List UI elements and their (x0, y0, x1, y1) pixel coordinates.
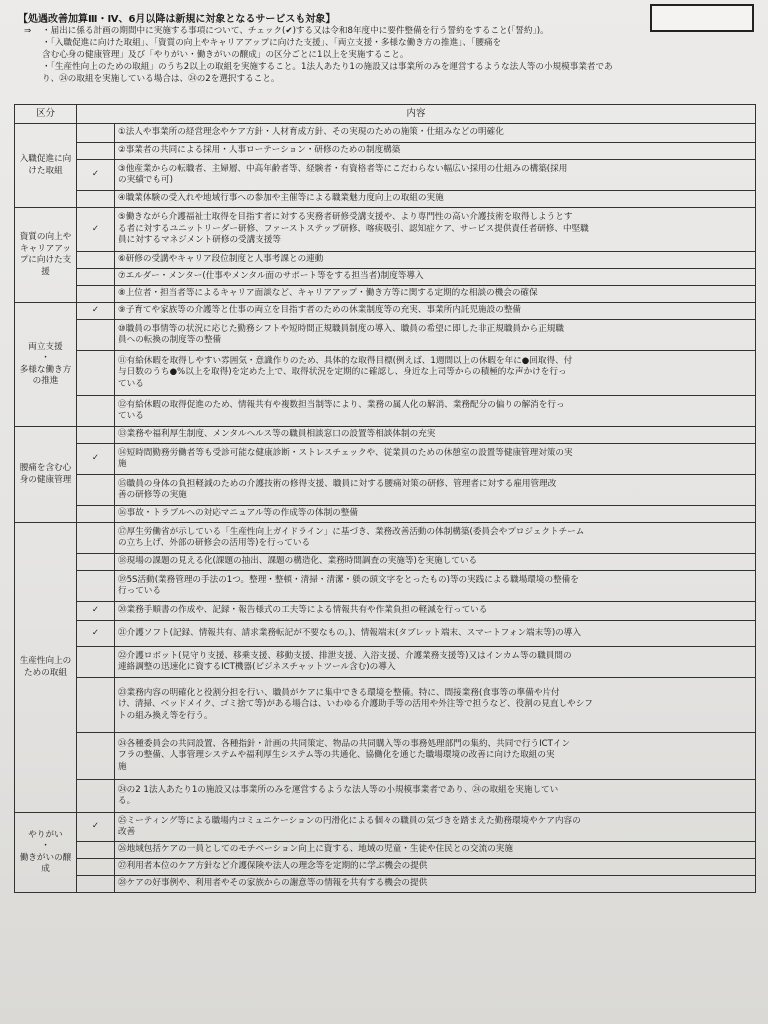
checkbox-item-28[interactable] (77, 876, 115, 893)
item-3: ③他産業からの転職者、主婦層、中高年齢者等、経験者・有資格者等にこだわらない幅広い採用の仕組みの構築(採用 の実績でも可) (115, 160, 756, 191)
item-12: ⑫有給休暇の取得促進のため、情報共有や複数担当制等により、業務の属人化の解消、業務配分の偏りの解消を行っ ている (115, 396, 756, 427)
checkbox-item-14[interactable]: ✓ (77, 444, 115, 475)
table-row (15, 444, 756, 475)
table-row (15, 780, 756, 813)
category-motivation: やりがい ・ 働きがいの醸成 (15, 813, 77, 893)
table-row (15, 143, 756, 160)
checkbox-item-13[interactable] (77, 427, 115, 444)
arrow-icon: ⇒ (24, 26, 32, 36)
item-21: ㉑介護ソフト(記録、情報共有、請求業務転記が不要なもの。)、情報端末(タブレット端末、スマートフォン端末等)の導入 (115, 621, 756, 647)
checkbox-item-10[interactable] (77, 320, 115, 351)
item-9: ⑨子育てや家族等の介護等と仕事の両立を目指す者のための休業制度等の充実、事業所内託児施設の整備 (115, 303, 756, 320)
table-row (15, 351, 756, 396)
category-health-management: 腰痛を含む心身の健康管理 (15, 427, 77, 523)
checkbox-item-25[interactable]: ✓ (77, 813, 115, 842)
table-row (15, 252, 756, 269)
checkbox-item-21[interactable]: ✓ (77, 621, 115, 647)
table-row (15, 876, 756, 893)
table-row (15, 733, 756, 780)
table-row (15, 269, 756, 286)
checkbox-item-24-2[interactable] (77, 780, 115, 813)
table-header-row (15, 105, 756, 124)
checkbox-item-1[interactable] (77, 124, 115, 143)
table-row (15, 554, 756, 571)
instruction-line: ・「入職促進に向けた取組」、「資質の向上やキャリアアップに向けた支援」、「両立支援・多様な働き方の推進」、「腰痛を (42, 38, 502, 48)
checkbox-item-23[interactable] (77, 678, 115, 733)
table-row (15, 602, 756, 621)
item-8: ⑧上位者・担当者等によるキャリア面談など、キャリアアップ・働き方等に関する定期的な相談の機会の確保 (115, 286, 756, 303)
table-row (15, 506, 756, 523)
table-row (15, 124, 756, 143)
item-4: ④職業体験の受入れや地域行事への参加や主催等による職業魅力度向上の取組の実施 (115, 191, 756, 208)
category-work-life-balance: 両立支援 ・ 多様な働き方の推進 (15, 303, 77, 427)
item-19: ⑲5S活動(業務管理の手法の1つ。整理・整頓・清掃・清潔・躾の頭文字をとったもの)等の実践による職場環境の整備を 行っている (115, 571, 756, 602)
table-row (15, 320, 756, 351)
checkbox-item-26[interactable] (77, 842, 115, 859)
item-17: ⑰厚生労働省が示している「生産性向上ガイドライン」に基づき、業務改善活動の体制構築(委員会やプロジェクトチーム の立ち上げ、外部の研修会の活用等)を行っている (115, 523, 756, 554)
checklist-table (14, 104, 756, 893)
checkbox-item-12[interactable] (77, 396, 115, 427)
item-24-2: ㉔の2 1法人あたり1の施設又は事業所のみを運営するような法人等の小規模事業者であり、㉔の取組を実施してい る。 (115, 780, 756, 813)
category-career-support: 資質の向上やキャリアアップに向けた支援 (15, 208, 77, 303)
item-2: ②事業者の共同による採用・人事ローテーション・研修のための制度構築 (115, 143, 756, 160)
item-22: ㉒介護ロボット(見守り支援、移乗支援、移動支援、排泄支援、入浴支援、介護業務支援等)又はインカム等の職員間の 連絡調整の迅速化に資するICT機器(ビジネスチャットツール含む)の導入 (115, 647, 756, 678)
table-row (15, 678, 756, 733)
checkbox-item-17[interactable] (77, 523, 115, 554)
category-productivity: 生産性向上のための取組 (15, 523, 77, 813)
table-row (15, 813, 756, 842)
table-row (15, 160, 756, 191)
item-5: ⑤働きながら介護福祉士取得を目指す者に対する実務者研修受講支援や、より専門性の高い介護技術を取得しようとす る者に対するユニットリーダー研修、ファーストステップ研修、喀痰吸引、認知症ケア、サービス提供責任者研修、中堅職 員に対するマネジメント研修の受講支援等 (115, 208, 756, 252)
page-title: 【処遇改善加算Ⅲ・Ⅳ、6月以降は新規に対象となるサービスも対象】 (18, 14, 336, 25)
item-1: ①法人や事業所の経営理念やケア方針・人材育成方針、その実現のための施策・仕組みなどの明確化 (115, 124, 756, 143)
checkbox-item-19[interactable] (77, 571, 115, 602)
checkbox-item-15[interactable] (77, 475, 115, 506)
checkbox-item-5[interactable]: ✓ (77, 208, 115, 252)
table-row (15, 523, 756, 554)
item-23: ㉓業務内容の明確化と役割分担を行い、職員がケアに集中できる環境を整備。特に、間接業務(食事等の準備や片付 け、清掃、ベッドメイク、ゴミ捨て等)がある場合は、いわゆる介護助手等の活用や外注等で担うなど、役割の見直しやシフ トの組み換え等を行う。 (115, 678, 756, 733)
item-28: ㉘ケアの好事例や、利用者やその家族からの謝意等の情報を共有する機会の提供 (115, 876, 756, 893)
instruction-line: 含む心身の健康管理」及び「やりがい・働きがいの醸成」の区分ごとに1以上を実施すること。 (42, 50, 409, 60)
instruction-line: ⇒ ・届出に係る計画の期間中に実施する事項について、チェック(✔)する又は令和8年度中に要件整備を行う誓約をすること(「誓約」)。 (24, 26, 549, 36)
table-row (15, 571, 756, 602)
checkbox-item-9[interactable]: ✓ (77, 303, 115, 320)
checkbox-item-22[interactable] (77, 647, 115, 678)
checkbox-item-24[interactable] (77, 733, 115, 780)
item-13: ⑬業務や福利厚生制度、メンタルヘルス等の職員相談窓口の設置等相談体制の充実 (115, 427, 756, 444)
table-row (15, 303, 756, 320)
checkbox-item-2[interactable] (77, 143, 115, 160)
table-row (15, 191, 756, 208)
instructions (24, 25, 754, 85)
table-row (15, 621, 756, 647)
table-row (15, 427, 756, 444)
instruction-line: り、㉔の取組を実施している場合は、㉔の2を選択すること。 (42, 74, 280, 84)
table-row (15, 859, 756, 876)
item-18: ⑱現場の課題の見える化(課題の抽出、課題の構造化、業務時間調査の実施等)を実施している (115, 554, 756, 571)
header-content: 内容 (77, 105, 756, 124)
item-24: ㉔各種委員会の共同設置、各種指針・計画の共同策定、物品の共同購入等の事務処理部門の集約、共同で行うICTイン フラの整備、人事管理システムや福利厚生システム等の共通化、協働化を通じた職場環境の改善に向けた取組の実 施 (115, 733, 756, 780)
item-15: ⑮職員の身体の負担軽減のための介護技術の修得支援、職員に対する腰痛対策の研修、管理者に対する雇用管理改 善の研修等の実施 (115, 475, 756, 506)
item-16: ⑯事故・トラブルへの対応マニュアル等の作成等の体制の整備 (115, 506, 756, 523)
header-category: 区分 (15, 105, 77, 124)
item-27: ㉗利用者本位のケア方針など介護保険や法人の理念等を定期的に学ぶ機会の提供 (115, 859, 756, 876)
item-14: ⑭短時間勤務労働者等も受診可能な健康診断・ストレスチェックや、従業員のための休憩室の設置等健康管理対策の実 施 (115, 444, 756, 475)
checkbox-item-3[interactable]: ✓ (77, 160, 115, 191)
checkbox-item-6[interactable] (77, 252, 115, 269)
item-26: ㉖地域包括ケアの一員としてのモチベーション向上に資する、地域の児童・生徒や住民との交流の実施 (115, 842, 756, 859)
table-row (15, 396, 756, 427)
checkbox-item-27[interactable] (77, 859, 115, 876)
checkbox-item-8[interactable] (77, 286, 115, 303)
checkbox-item-16[interactable] (77, 506, 115, 523)
table-row (15, 475, 756, 506)
item-20: ⑳業務手順書の作成や、記録・報告様式の工夫等による情報共有や作業負担の軽減を行っている (115, 602, 756, 621)
checkbox-item-7[interactable] (77, 269, 115, 286)
checkbox-item-11[interactable] (77, 351, 115, 396)
checkbox-item-4[interactable] (77, 191, 115, 208)
item-25: ㉕ミーティング等による職場内コミュニケーションの円滑化による個々の職員の気づきを踏まえた勤務環境やケア内容の 改善 (115, 813, 756, 842)
table-row (15, 647, 756, 678)
item-7: ⑦エルダー・メンター(仕事やメンタル面のサポート等をする担当者)制度等導入 (115, 269, 756, 286)
instruction-line: ・「生産性向上のための取組」のうち2以上の取組を実施すること。1法人あたり1の施設又は事業所のみを運営するような法人等の小規模事業者であ (42, 62, 613, 72)
checkbox-item-18[interactable] (77, 554, 115, 571)
table-row (15, 208, 756, 252)
item-6: ⑥研修の受講やキャリア段位制度と人事考課との連動 (115, 252, 756, 269)
table-row (15, 842, 756, 859)
category-recruitment: 入職促進に向けた取組 (15, 124, 77, 208)
checkbox-item-20[interactable]: ✓ (77, 602, 115, 621)
table-row (15, 286, 756, 303)
item-11: ⑪有給休暇を取得しやすい雰囲気・意識作りのため、具体的な取得目標(例えば、1週間以上の休暇を年に●回取得、付 与日数のうち●%以上を取得)を定めた上で、取得状況を定期的に確認し、身近な上司等からの積極的な声かけを行っ ている (115, 351, 756, 396)
item-10: ⑩職員の事情等の状況に応じた勤務シフトや短時間正規職員制度の導入、職員の希望に即した非正規職員から正規職 員への転換の制度等の整備 (115, 320, 756, 351)
